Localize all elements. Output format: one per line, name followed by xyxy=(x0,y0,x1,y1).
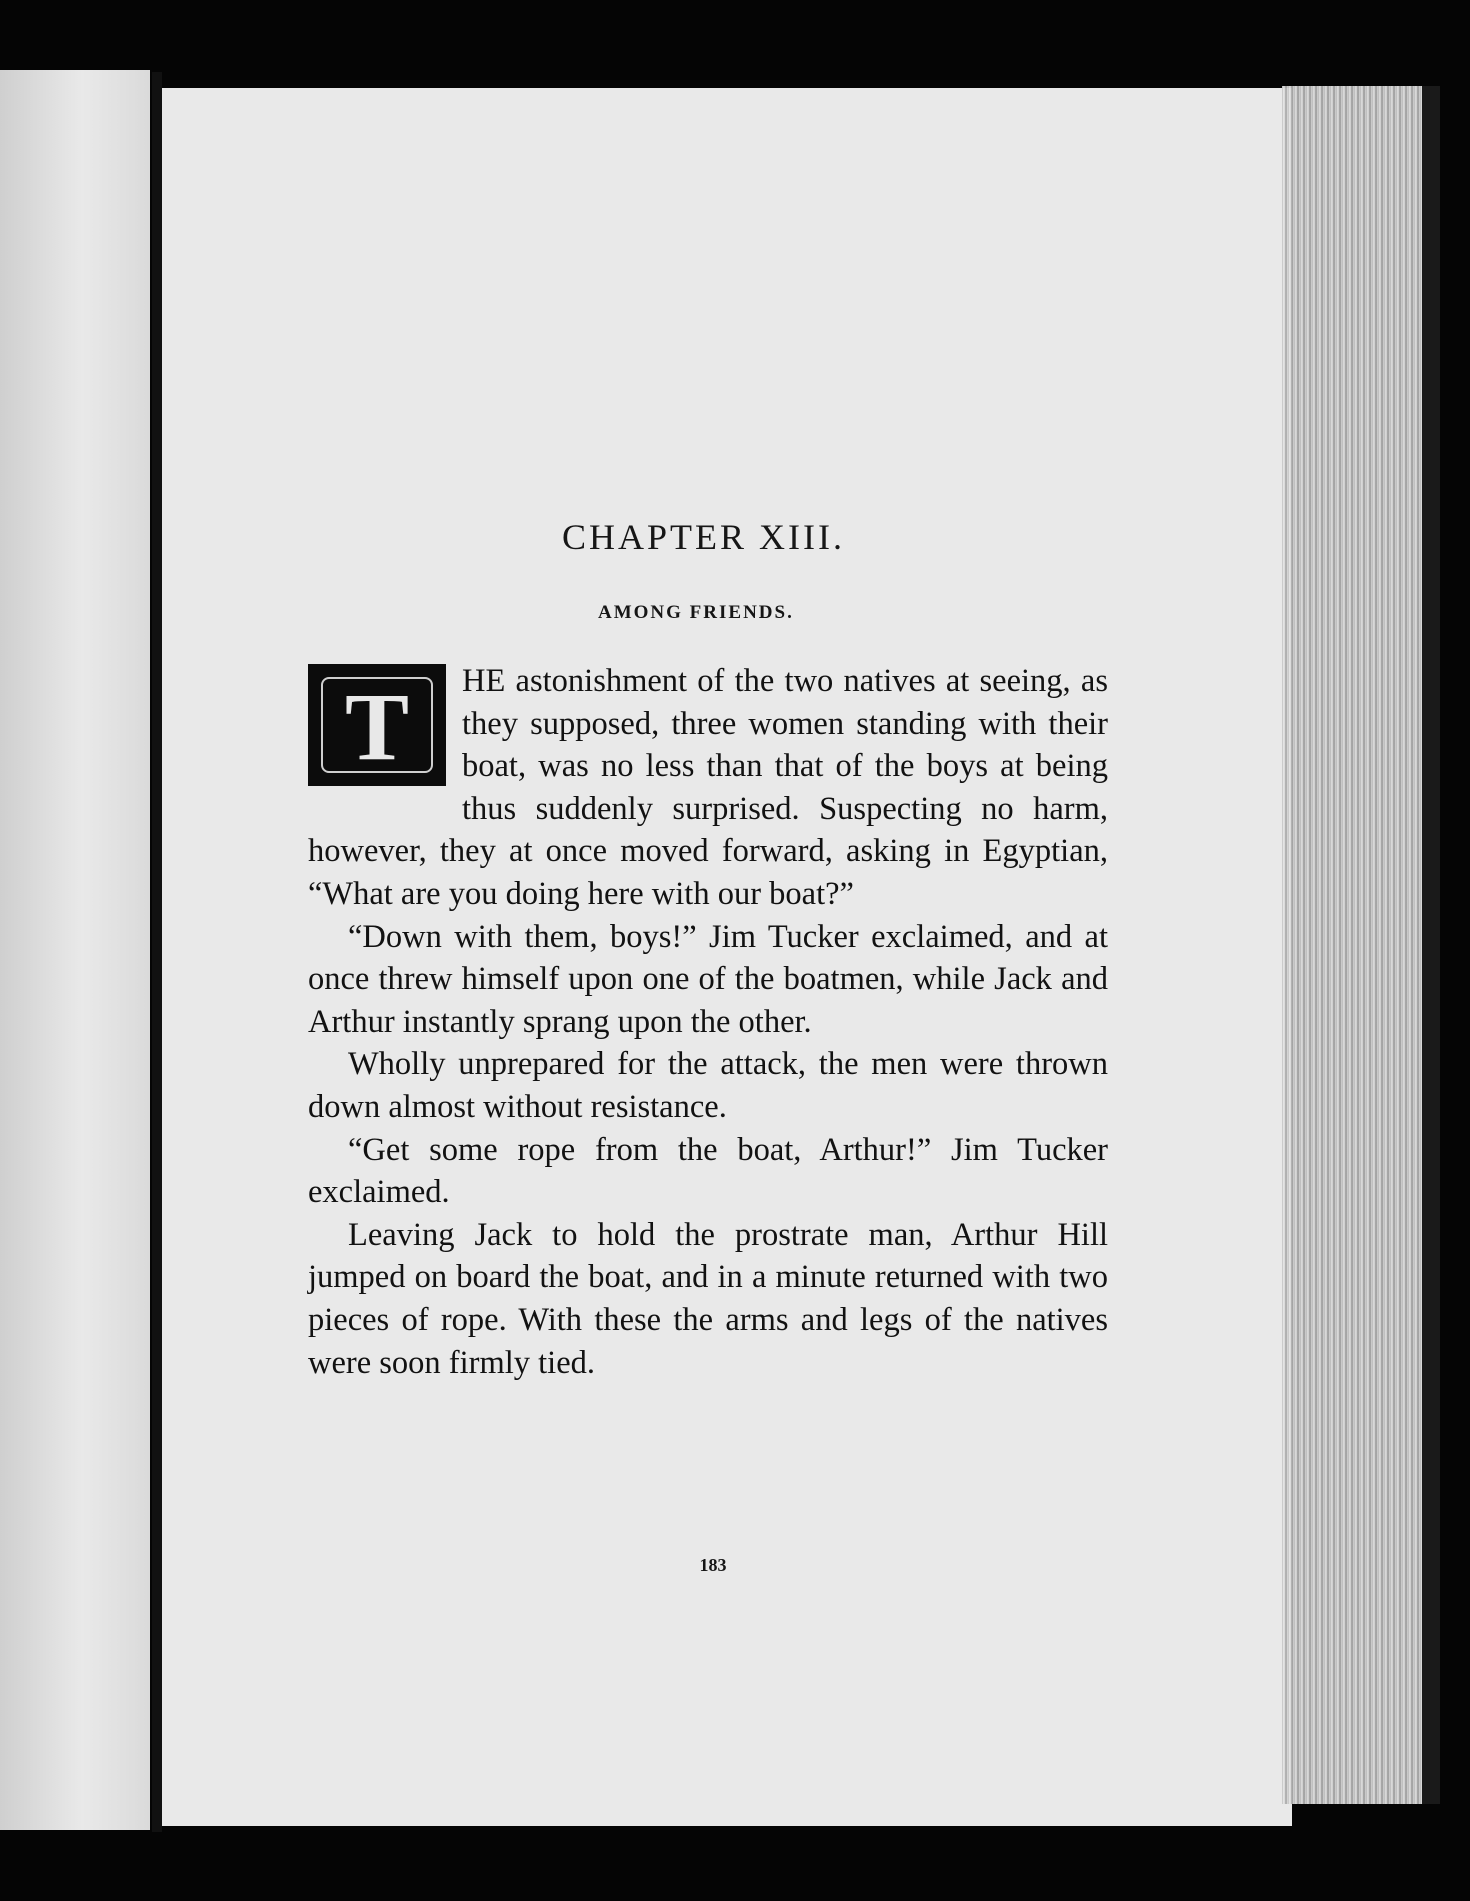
body-text xyxy=(308,660,1108,1384)
page-edge-shadow xyxy=(1422,86,1440,1804)
paragraph xyxy=(308,660,1108,916)
page-number: 183 xyxy=(699,1555,727,1575)
drop-cap-letter: T xyxy=(321,677,433,773)
paragraph: “Get some rope from the boat, Arthur!” Jim Tucker exclaimed. xyxy=(308,1131,1108,1211)
paragraph: Leaving Jack to hold the prostrate man, Arthur Hill jumped on board the boat, and in a minute returned with two pieces of rope. With these the arms and legs of the natives were soon firmly tied. xyxy=(308,1216,1108,1381)
drop-cap-ornament xyxy=(308,664,446,786)
facing-page-edge xyxy=(0,70,150,1830)
paragraph: Wholly unprepared for the attack, the men were thrown down almost without resistance. xyxy=(308,1046,1108,1125)
paragraph: “Down with them, boys!” Jim Tucker exclaimed, and at once threw himself upon one of the boatmen, while Jack and Arthur instantly sprang upon the other. xyxy=(308,918,1108,1040)
paragraph-text: HE astonishment of the two natives at seeing, as they supposed, three women standing with their boat, was no less than that of the boys at being thus suddenly surprised. Suspecting no harm, however, they at once moved forward, asking in Egyptian, “What are you doing here with our boat?” xyxy=(308,663,1108,912)
book-gutter xyxy=(152,72,162,1832)
chapter-subtitle: AMONG FRIENDS. xyxy=(598,602,794,623)
page-stack-edges xyxy=(1282,86,1422,1804)
chapter-title: CHAPTER XIII. xyxy=(562,517,845,557)
